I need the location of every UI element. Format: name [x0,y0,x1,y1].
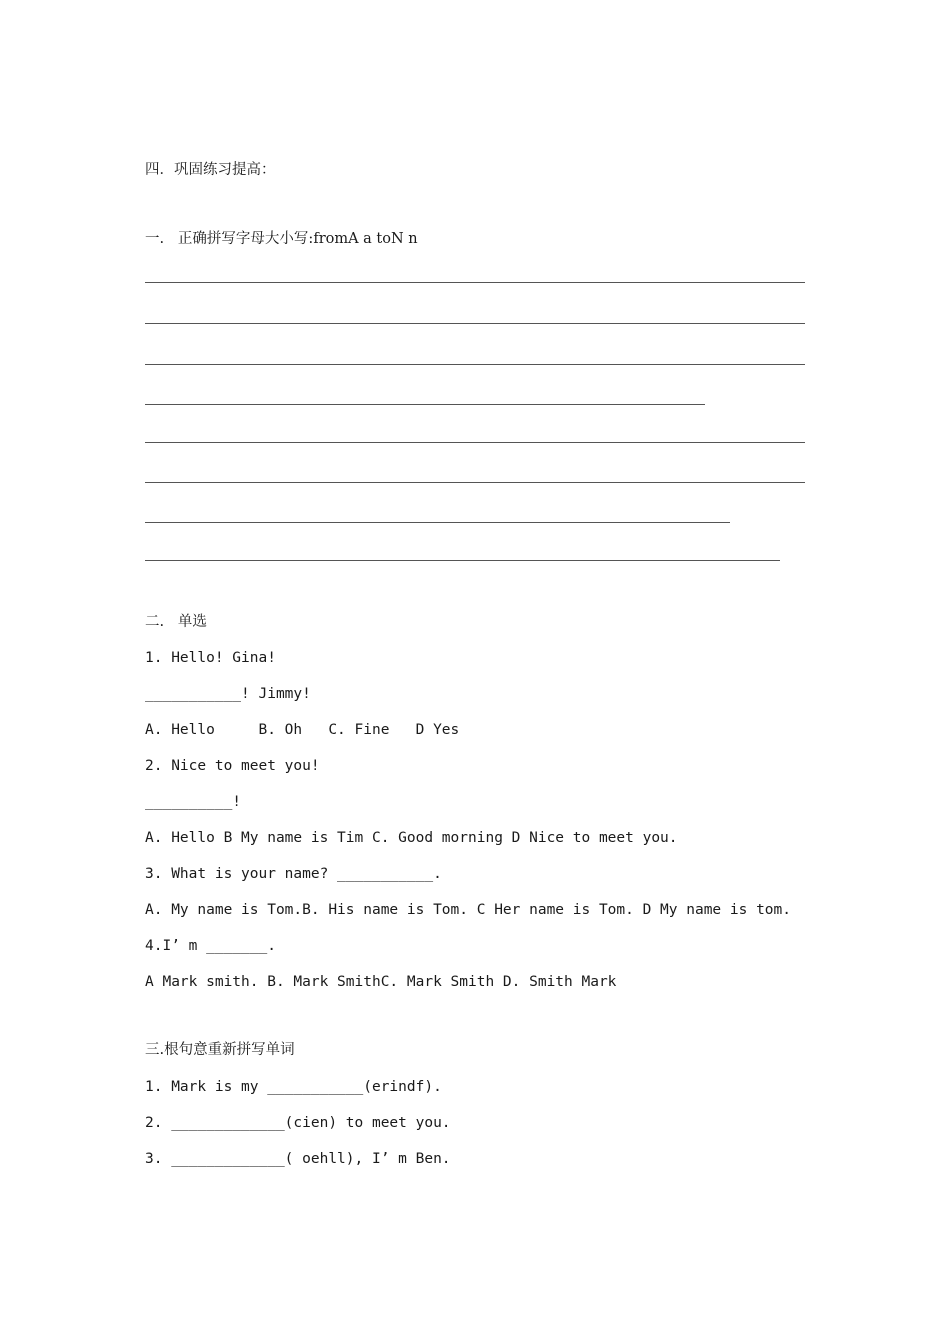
writing-line [145,560,780,561]
writing-line [145,442,805,443]
question-line: 1. Mark is my ___________(erindf). [145,1079,442,1095]
part1-title: 一. 正确拼写字母大小写:fromA a toN n [145,231,418,247]
question-line: 3. _____________( oehll), I’ m Ben. [145,1151,451,1167]
question-line: A. My name is Tom.B. His name is Tom. C Her name is Tom. D My name is tom. [145,902,792,918]
part2-title: 二. 单选 [145,614,207,630]
section-title: 四．巩固练习提高： [145,162,276,178]
question-line: 1. Hello! Gina! [145,650,276,666]
writing-line [145,522,730,523]
question-line: A Mark smith. B. Mark SmithC. Mark Smith D. Smith Mark [145,974,617,990]
question-line: A. Hello B My name is Tim C. Good morning D Nice to meet you. [145,830,678,846]
question-line: 4.I’ m _______. [145,938,276,954]
question-line: A. Hello B. Oh C. Fine D Yes [145,722,460,738]
question-line: __________! [145,794,242,810]
part3-title: 三.根句意重新拼写单词 [145,1042,295,1058]
writing-line [145,482,805,483]
writing-line [145,282,805,283]
question-line: ___________! Jimmy! [145,686,311,702]
question-line: 2. Nice to meet you! [145,758,320,774]
writing-line [145,323,805,324]
writing-line [145,404,705,405]
question-line: 2. _____________(cien) to meet you. [145,1115,451,1131]
writing-line [145,364,805,365]
question-line: 3. What is your name? ___________. [145,866,442,882]
